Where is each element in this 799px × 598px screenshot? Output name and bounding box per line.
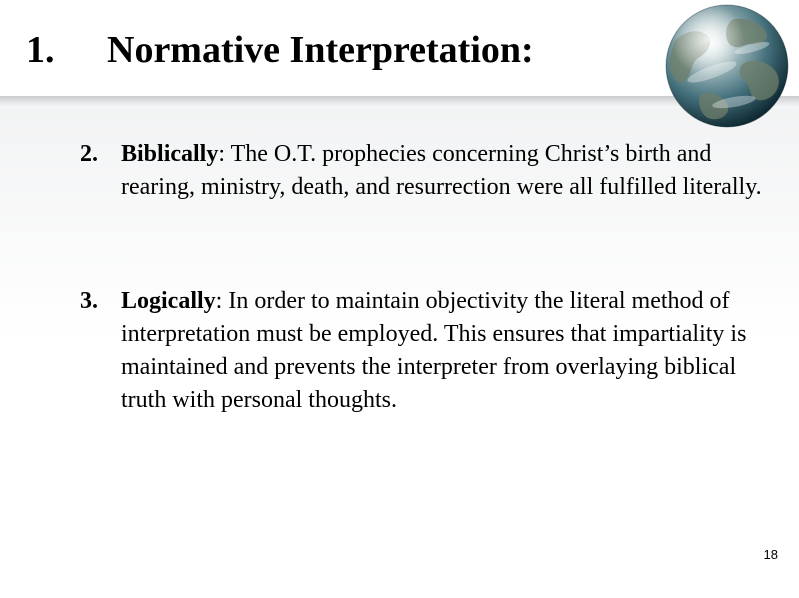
list-item-term: Logically xyxy=(121,288,216,314)
list-item-text: : In order to maintain objectivity the literal method of interpretation must be employed. This ensures that impartiality is maintained and prevents the interpreter from overlaying biblical truth with personal thoughts. xyxy=(121,288,747,413)
list-item-text: : The O.T. prophecies concerning Christ’s birth and rearing, ministry, death, and resurrection were all fulfilled literally. xyxy=(121,141,762,200)
title-number: 1. xyxy=(26,29,55,71)
list-item xyxy=(80,138,780,204)
list-item-body xyxy=(121,138,780,204)
list-item-number: 3. xyxy=(80,288,98,314)
list-item xyxy=(80,285,780,417)
list-item-number: 2. xyxy=(80,141,98,167)
list-item-term: Biblically xyxy=(121,141,219,167)
earth-globe-icon xyxy=(662,2,792,130)
slide-title xyxy=(0,22,660,82)
page-number: 18 xyxy=(763,547,778,562)
title-text: Normative Interpretation: xyxy=(107,29,534,71)
list-item-body xyxy=(121,285,780,417)
